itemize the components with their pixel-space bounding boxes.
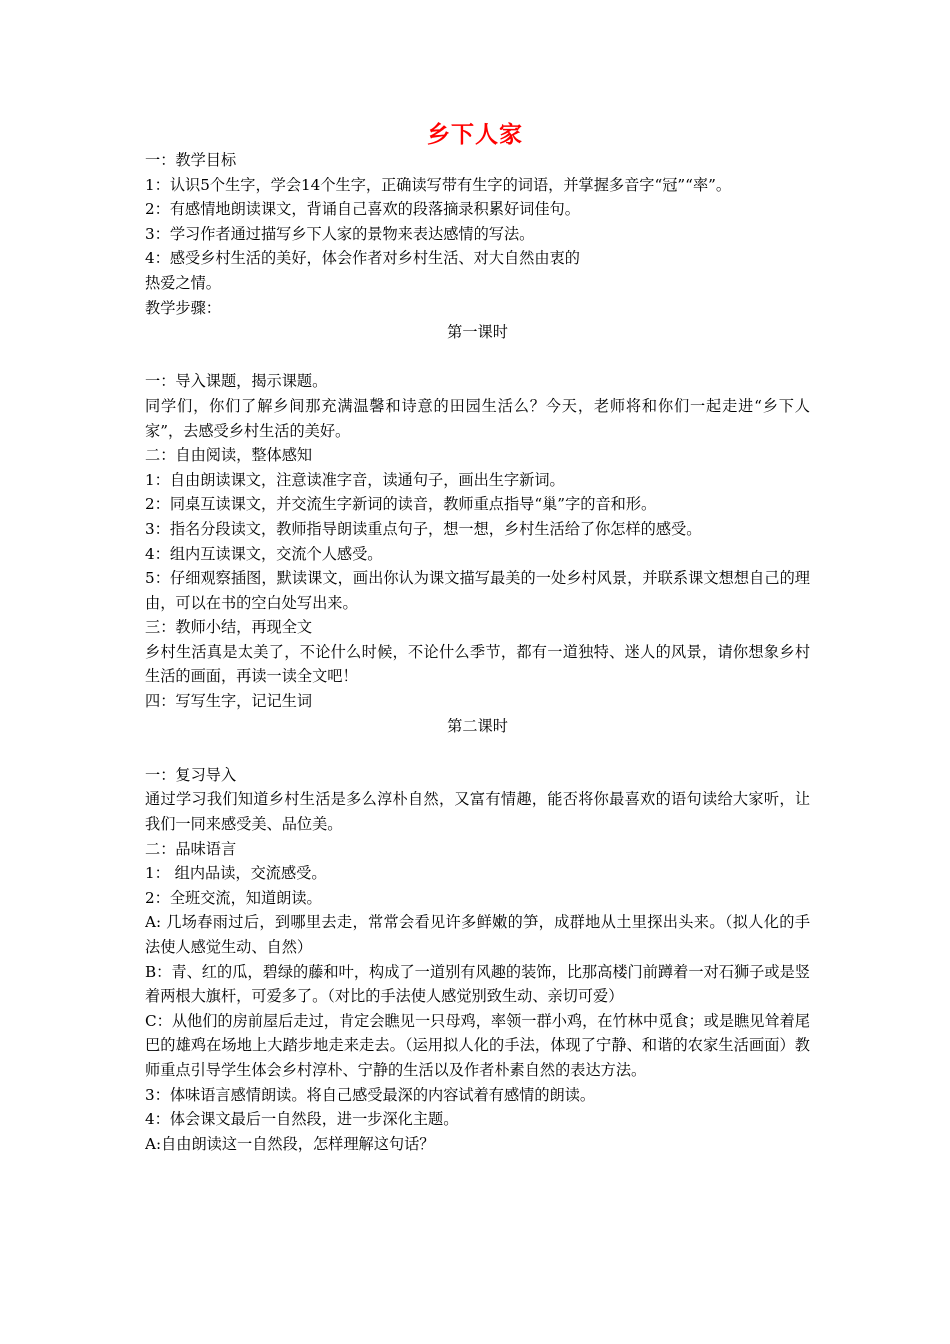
l2-section-1-text: 通过学习我们知道乡村生活是多么淳朴自然，又富有情趣，能否将你最喜欢的语句读给大家听，让我们一同来感受美、品位美。 <box>145 790 810 834</box>
l1-section-2-item-3: 3：指名分段读文，教师指导朗读重点句子，想一想，乡村生活给了你怎样的感受。 <box>145 519 702 538</box>
goal-1: 1：认识5个生字，学会14个生字，正确读写带有生字的词语，并掌握多音字“冠”“率”。 <box>145 175 732 194</box>
l1-section-1-text: 同学们，你们了解乡间那充满温馨和诗意的田园生活么？今天，老师将和你们一起走进“乡下人家”，去感受乡村生活的美好。 <box>145 396 810 440</box>
l1-section-2-item-1: 1：自由朗读课文，注意读准字音，读通句子，画出生字新词。 <box>145 470 565 489</box>
l2-section-2-item-4: 4：体会课文最后一自然段，进一步深化主题。 <box>145 1110 459 1129</box>
l2-section-2-item-1: 1： 组内品读，交流感受。 <box>145 864 327 883</box>
spacer <box>145 738 810 763</box>
document-body <box>145 148 810 1156</box>
l1-section-2-item-4: 4：组内互读课文，交流个人感受。 <box>145 544 383 563</box>
goal-2: 2：有感情地朗读课文，背诵自己喜欢的段落摘录积累好词佳句。 <box>145 200 580 219</box>
l1-section-2-item-2: 2：同桌互读课文，并交流生字新词的读音，教师重点指导“巢”字的音和形。 <box>145 495 657 514</box>
lesson-2-title: 第二课时 <box>447 716 508 735</box>
goal-4-line-1: 4：感受乡村生活的美好，体会作者对乡村生活、对大自然由衷的 <box>145 249 580 268</box>
l2-section-1-heading: 一：复习导入 <box>145 765 237 784</box>
document-title: 乡下人家 <box>427 121 523 148</box>
l1-section-2-item-5: 5：仔细观察插图，默读课文，画出你认为课文描写最美的一处乡村风景，并联系课文想想自己的理由，可以在书的空白处写出来。 <box>145 569 810 612</box>
l1-section-2-heading: 二：自由阅读，整体感知 <box>145 446 313 465</box>
l2-section-2-example-a: A: 几场春雨过后，到哪里去走，常常会看见许多鲜嫩的笋，成群地从土里探出头来。（拟人化的手法使人感觉生动、自然） <box>145 913 810 956</box>
goal-4-line-2: 热爱之情。 <box>145 273 221 292</box>
l2-section-2-heading: 二：品味语言 <box>145 839 237 858</box>
l2-section-2-example-c: C：从他们的房前屋后走过，肯定会瞧见一只母鸡，率领一群小鸡，在竹林中觅食；或是瞧见耸着尾巴的雄鸡在场地上大踏步地走来走去。（运用拟人化的手法，体现了宁静、和谐的农家生活画面）教师重点引导学生体会乡村淳朴、宁静的生活以及作者朴素自然的表达方法。 <box>145 1011 810 1079</box>
l2-section-2-item-4a: A:自由朗读这一自然段，怎样理解这句话？ <box>145 1134 435 1153</box>
l1-section-1-heading: 一：导入课题，揭示课题。 <box>145 372 328 391</box>
l2-section-2-item-2: 2：全班交流，知道朗读。 <box>145 888 322 907</box>
l1-section-3-heading: 三：教师小结，再现全文 <box>145 618 313 637</box>
goals-heading: 一：教学目标 <box>145 151 237 169</box>
l1-section-4-heading: 四：写写生字，记记生词 <box>145 692 313 711</box>
l2-section-2-example-b: B：青、红的瓜，碧绿的藤和叶，构成了一道别有风趣的装饰，比那高楼门前蹲着一对石狮子或是竖着两根大旗杆，可爱多了。（对比的手法使人感觉别致生动、亲切可爱） <box>145 962 810 1006</box>
steps-heading: 教学步骤： <box>145 298 221 317</box>
goal-3: 3：学习作者通过描写乡下人家的景物来表达感情的写法。 <box>145 224 535 243</box>
spacer <box>145 345 810 370</box>
l1-section-3-text: 乡村生活真是太美了，不论什么时候，不论什么季节，都有一道独特、迷人的风景，请你想象乡村生活的画面，再读一读全文吧！ <box>145 642 810 686</box>
lesson-1-title: 第一课时 <box>447 323 508 342</box>
l2-section-2-item-3: 3：体味语言感情朗读。将自己感受最深的内容试着有感情的朗读。 <box>145 1085 596 1104</box>
